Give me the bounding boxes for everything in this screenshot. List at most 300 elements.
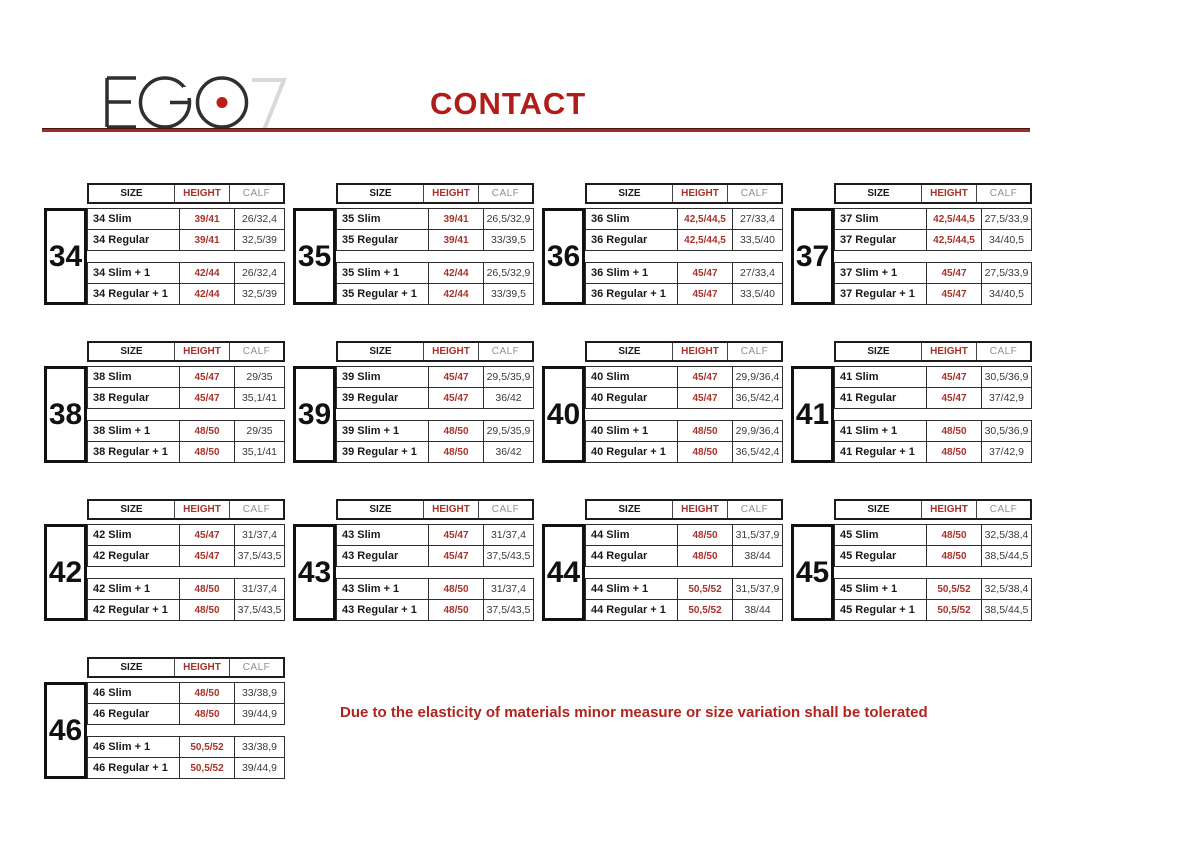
cell-size-label: 35 Slim + 1: [342, 267, 400, 279]
cell-height-value: 50,5/52: [677, 579, 733, 599]
table-blocks: [336, 524, 534, 621]
number-spacer: [293, 341, 336, 362]
cell-height-value: 45/47: [926, 367, 982, 387]
cell-calf-value: 35,1/41: [241, 446, 278, 458]
table-body-row: [44, 366, 285, 463]
cell-height-value: 48/50: [677, 421, 733, 441]
ego7-logo: [100, 70, 300, 136]
table-row: [586, 284, 782, 304]
table-row: [337, 600, 533, 620]
table-blocks: [585, 524, 783, 621]
cell-height-value: 48/50: [926, 525, 982, 545]
cell-height-value: 42,5/44,5: [926, 209, 982, 229]
cell-size-label: 40 Regular + 1: [591, 446, 666, 458]
cell-size-label: 38 Regular: [93, 392, 150, 404]
cell-calf-value: 33/38,9: [241, 687, 278, 699]
cell-calf-value: 27/33,4: [739, 267, 776, 279]
table-body-row: [44, 682, 285, 779]
size-table-group: [44, 499, 285, 621]
number-spacer: [293, 499, 336, 520]
table-row: [88, 704, 284, 724]
table-row: [337, 442, 533, 462]
table-blocks: [834, 366, 1032, 463]
cell-calf-value: 37,5/43,5: [486, 550, 531, 562]
cell-calf-value: 37/42,9: [988, 392, 1025, 404]
cell-size-label: 36 Regular: [591, 234, 648, 246]
logo-letter-g: [141, 78, 194, 127]
cell-calf-value: 33,5/40: [739, 234, 776, 246]
table-row: [835, 546, 1031, 566]
size-table-group: [542, 341, 783, 463]
size-number-box: 39: [293, 366, 336, 463]
cell-size-label: 40 Slim: [591, 371, 630, 383]
table-row: [835, 442, 1031, 462]
cell-calf-value: 39/44,9: [241, 708, 278, 720]
size-number-box: 41: [791, 366, 834, 463]
table-blocks: [87, 682, 285, 779]
cell-size-label: 42 Regular + 1: [93, 604, 168, 616]
table-row: [586, 579, 782, 600]
table-header-row: [542, 341, 783, 362]
standard-height-block: [585, 208, 783, 251]
cell-calf-value: 29,5/35,9: [486, 371, 531, 383]
cell-size-label: 35 Slim: [342, 213, 381, 225]
standard-height-block: [336, 366, 534, 409]
cell-height-value: 48/50: [179, 600, 235, 620]
table-row: [337, 546, 533, 566]
cell-calf-value: 29/35: [246, 425, 273, 437]
cell-height-value: 45/47: [677, 263, 733, 283]
plus-one-height-block: [834, 262, 1032, 305]
table-header-row: [542, 499, 783, 520]
standard-height-block: [87, 208, 285, 251]
column-header-calf: CALF: [740, 188, 769, 199]
standard-height-block: [585, 524, 783, 567]
size-number-box: 34: [44, 208, 87, 305]
size-table-group: [44, 657, 285, 779]
cell-size-label: 43 Slim: [342, 529, 381, 541]
table-header-row: [542, 183, 783, 204]
cell-height-value: 48/50: [179, 579, 235, 599]
cell-height-value: 42,5/44,5: [926, 230, 982, 250]
size-number-box: 36: [542, 208, 585, 305]
cell-height-value: 42,5/44,5: [677, 209, 733, 229]
table-row: [88, 263, 284, 284]
column-header-calf: CALF: [242, 662, 271, 673]
table-row: [586, 421, 782, 442]
standard-height-block: [336, 524, 534, 567]
size-number-box: 45: [791, 524, 834, 621]
size-number-box: 38: [44, 366, 87, 463]
column-header-height: HEIGHT: [921, 185, 977, 202]
size-table-group: [791, 341, 1032, 463]
table-row: [586, 388, 782, 408]
cell-size-label: 46 Regular: [93, 708, 150, 720]
cell-size-label: 41 Regular: [840, 392, 897, 404]
cell-height-value: 48/50: [428, 600, 484, 620]
cell-calf-value: 33,5/40: [739, 288, 776, 300]
cell-calf-value: 34/40,5: [988, 288, 1025, 300]
table-header-row: [791, 341, 1032, 362]
table-row: [88, 367, 284, 388]
table-row: [88, 546, 284, 566]
cell-height-value: 42,5/44,5: [677, 230, 733, 250]
size-number-box: 42: [44, 524, 87, 621]
cell-size-label: 34 Slim + 1: [93, 267, 151, 279]
cell-calf-value: 31,5/37,9: [735, 529, 780, 541]
table-blocks: [87, 208, 285, 305]
table-header-row: [293, 341, 534, 362]
column-header-height: HEIGHT: [921, 501, 977, 518]
standard-height-block: [834, 524, 1032, 567]
cell-calf-value: 35,1/41: [241, 392, 278, 404]
plus-one-height-block: [336, 578, 534, 621]
cell-height-value: 50,5/52: [677, 600, 733, 620]
plus-one-height-block: [87, 736, 285, 779]
table-row: [586, 442, 782, 462]
table-body-row: [293, 524, 534, 621]
table-row: [586, 600, 782, 620]
cell-size-label: 44 Slim: [591, 529, 630, 541]
table-blocks: [834, 524, 1032, 621]
size-table-group: [542, 499, 783, 621]
cell-size-label: 35 Regular: [342, 234, 399, 246]
cell-size-label: 38 Slim: [93, 371, 132, 383]
number-spacer: [44, 499, 87, 520]
size-table-group: [293, 499, 534, 621]
size-number-box: 37: [791, 208, 834, 305]
table-row: [586, 367, 782, 388]
column-header-size: SIZE: [618, 504, 641, 515]
cell-size-label: 38 Slim + 1: [93, 425, 151, 437]
table-row: [88, 421, 284, 442]
cell-calf-value: 26/32,4: [241, 213, 278, 225]
cell-height-value: 48/50: [179, 442, 235, 462]
column-header-size: SIZE: [120, 188, 143, 199]
number-spacer: [542, 499, 585, 520]
size-table-group: [791, 183, 1032, 305]
cell-height-value: 45/47: [926, 388, 982, 408]
cell-size-label: 36 Slim + 1: [591, 267, 649, 279]
cell-size-label: 40 Slim + 1: [591, 425, 649, 437]
cell-size-label: 37 Regular + 1: [840, 288, 915, 300]
cell-calf-value: 30,5/36,9: [984, 371, 1029, 383]
table-header: [87, 183, 285, 204]
cell-height-value: 48/50: [428, 421, 484, 441]
table-header: [585, 183, 783, 204]
table-row: [88, 737, 284, 758]
cell-calf-value: 38/44: [744, 604, 771, 616]
cell-size-label: 44 Regular: [591, 550, 648, 562]
cell-calf-value: 26,5/32,9: [486, 213, 531, 225]
table-row: [835, 525, 1031, 546]
cell-calf-value: 37,5/43,5: [486, 604, 531, 616]
cell-size-label: 38 Regular + 1: [93, 446, 168, 458]
plus-one-height-block: [585, 262, 783, 305]
table-row: [88, 209, 284, 230]
column-header-height: HEIGHT: [174, 185, 230, 202]
tables-grid: [44, 183, 1032, 779]
table-header-row: [44, 341, 285, 362]
cell-size-label: 39 Regular: [342, 392, 399, 404]
cell-height-value: 48/50: [179, 704, 235, 724]
column-header-calf: CALF: [989, 188, 1018, 199]
table-header-row: [791, 499, 1032, 520]
plus-one-height-block: [585, 578, 783, 621]
header-divider-rule: [42, 128, 1030, 132]
table-row: [835, 579, 1031, 600]
cell-size-label: 39 Regular + 1: [342, 446, 417, 458]
cell-size-label: 44 Slim + 1: [591, 583, 649, 595]
cell-size-label: 41 Slim + 1: [840, 425, 898, 437]
table-body-row: [791, 208, 1032, 305]
cell-height-value: 42/44: [179, 284, 235, 304]
plus-one-height-block: [336, 262, 534, 305]
standard-height-block: [87, 366, 285, 409]
cell-size-label: 35 Regular + 1: [342, 288, 417, 300]
table-header-row: [44, 183, 285, 204]
cell-size-label: 36 Slim: [591, 213, 630, 225]
table-row: [88, 525, 284, 546]
column-header-height: HEIGHT: [174, 501, 230, 518]
standard-height-block: [585, 366, 783, 409]
column-header-calf: CALF: [491, 346, 520, 357]
cell-calf-value: 31/37,4: [241, 583, 278, 595]
cell-height-value: 39/41: [428, 209, 484, 229]
cell-size-label: 43 Regular + 1: [342, 604, 417, 616]
table-row: [88, 683, 284, 704]
size-table-group: [293, 183, 534, 305]
cell-size-label: 37 Regular: [840, 234, 897, 246]
column-header-size: SIZE: [369, 504, 392, 515]
plus-one-height-block: [87, 420, 285, 463]
cell-calf-value: 29,9/36,4: [735, 425, 780, 437]
column-header-calf: CALF: [242, 188, 271, 199]
cell-size-label: 34 Regular + 1: [93, 288, 168, 300]
table-row: [835, 421, 1031, 442]
logo-letter-e: [107, 78, 136, 127]
size-table-group: [44, 341, 285, 463]
cell-height-value: 45/47: [428, 388, 484, 408]
table-row: [337, 525, 533, 546]
column-header-size: SIZE: [120, 346, 143, 357]
cell-height-value: 45/47: [677, 388, 733, 408]
cell-height-value: 48/50: [677, 442, 733, 462]
cell-height-value: 48/50: [428, 579, 484, 599]
plus-one-height-block: [834, 578, 1032, 621]
cell-calf-value: 29,9/36,4: [735, 371, 780, 383]
column-header-size: SIZE: [618, 188, 641, 199]
table-body-row: [542, 366, 783, 463]
column-header-size: SIZE: [867, 504, 890, 515]
tolerance-note: Due to the elasticity of materials minor measure or size variation shall be tolerated: [340, 704, 928, 721]
table-body-row: [44, 524, 285, 621]
column-header-calf: CALF: [740, 504, 769, 515]
logo-seven: [252, 80, 284, 130]
cell-height-value: 39/41: [179, 209, 235, 229]
table-header-row: [791, 183, 1032, 204]
cell-calf-value: 38,5/44,5: [984, 550, 1029, 562]
cell-calf-value: 33/38,9: [241, 741, 278, 753]
table-header: [585, 341, 783, 362]
table-header: [336, 183, 534, 204]
cell-size-label: 40 Regular: [591, 392, 648, 404]
cell-height-value: 48/50: [428, 442, 484, 462]
column-header-height: HEIGHT: [672, 501, 728, 518]
table-row: [835, 230, 1031, 250]
size-table-group: [44, 183, 285, 305]
cell-calf-value: 31/37,4: [241, 529, 278, 541]
number-spacer: [542, 183, 585, 204]
size-table-group: [542, 183, 783, 305]
cell-calf-value: 39/44,9: [241, 762, 278, 774]
column-header-calf: CALF: [242, 346, 271, 357]
size-number-box: 46: [44, 682, 87, 779]
table-header: [336, 499, 534, 520]
cell-calf-value: 31/37,4: [490, 583, 527, 595]
cell-size-label: 41 Slim: [840, 371, 879, 383]
cell-height-value: 42/44: [428, 284, 484, 304]
page-title: CONTACT: [430, 86, 587, 121]
standard-height-block: [834, 208, 1032, 251]
cell-height-value: 45/47: [179, 388, 235, 408]
cell-height-value: 50,5/52: [926, 600, 982, 620]
cell-calf-value: 32,5/38,4: [984, 583, 1029, 595]
column-header-size: SIZE: [120, 504, 143, 515]
cell-calf-value: 32,5/39: [241, 234, 278, 246]
cell-size-label: 43 Regular: [342, 550, 399, 562]
cell-calf-value: 38,5/44,5: [984, 604, 1029, 616]
table-body-row: [542, 524, 783, 621]
table-header: [834, 499, 1032, 520]
cell-height-value: 50,5/52: [179, 737, 235, 757]
number-spacer: [791, 183, 834, 204]
cell-calf-value: 36,5/42,4: [735, 446, 780, 458]
table-row: [88, 600, 284, 620]
column-header-height: HEIGHT: [423, 185, 479, 202]
table-row: [337, 579, 533, 600]
column-header-height: HEIGHT: [672, 343, 728, 360]
table-row: [835, 367, 1031, 388]
column-header-calf: CALF: [989, 346, 1018, 357]
cell-calf-value: 33/39,5: [490, 234, 527, 246]
cell-calf-value: 29,5/35,9: [486, 425, 531, 437]
cell-height-value: 45/47: [179, 525, 235, 545]
number-spacer: [44, 341, 87, 362]
cell-calf-value: 36/42: [495, 392, 522, 404]
cell-calf-value: 33/39,5: [490, 288, 527, 300]
cell-height-value: 39/41: [179, 230, 235, 250]
table-row: [337, 209, 533, 230]
table-body-row: [542, 208, 783, 305]
table-row: [835, 209, 1031, 230]
cell-size-label: 42 Regular: [93, 550, 150, 562]
cell-calf-value: 38/44: [744, 550, 771, 562]
size-number-box: 44: [542, 524, 585, 621]
standard-height-block: [834, 366, 1032, 409]
cell-calf-value: 37/42,9: [988, 446, 1025, 458]
column-header-size: SIZE: [369, 346, 392, 357]
table-header-row: [44, 657, 285, 678]
column-header-calf: CALF: [740, 346, 769, 357]
table-header: [834, 183, 1032, 204]
standard-height-block: [336, 208, 534, 251]
column-header-calf: CALF: [242, 504, 271, 515]
cell-calf-value: 26/32,4: [241, 267, 278, 279]
cell-height-value: 45/47: [926, 284, 982, 304]
table-row: [88, 442, 284, 462]
cell-size-label: 34 Slim: [93, 213, 132, 225]
size-number-box: 35: [293, 208, 336, 305]
cell-height-value: 42/44: [179, 263, 235, 283]
cell-calf-value: 36,5/42,4: [735, 392, 780, 404]
table-header: [834, 341, 1032, 362]
cell-size-label: 46 Slim + 1: [93, 741, 151, 753]
cell-calf-value: 27,5/33,9: [984, 267, 1029, 279]
number-spacer: [791, 341, 834, 362]
table-blocks: [336, 208, 534, 305]
table-blocks: [834, 208, 1032, 305]
cell-size-label: 37 Slim: [840, 213, 879, 225]
size-number-box: 40: [542, 366, 585, 463]
table-row: [835, 263, 1031, 284]
cell-size-label: 37 Slim + 1: [840, 267, 898, 279]
cell-size-label: 42 Slim: [93, 529, 132, 541]
number-spacer: [293, 183, 336, 204]
table-blocks: [336, 366, 534, 463]
plus-one-height-block: [834, 420, 1032, 463]
table-header: [336, 341, 534, 362]
number-spacer: [542, 341, 585, 362]
table-row: [337, 388, 533, 408]
size-number-box: 43: [293, 524, 336, 621]
table-blocks: [585, 366, 783, 463]
cell-size-label: 41 Regular + 1: [840, 446, 915, 458]
table-row: [337, 263, 533, 284]
table-row: [586, 263, 782, 284]
table-body-row: [293, 366, 534, 463]
table-blocks: [87, 366, 285, 463]
column-header-calf: CALF: [989, 504, 1018, 515]
size-table-group: [791, 499, 1032, 621]
cell-height-value: 45/47: [428, 367, 484, 387]
cell-size-label: 43 Slim + 1: [342, 583, 400, 595]
plus-one-height-block: [87, 262, 285, 305]
column-header-height: HEIGHT: [672, 185, 728, 202]
table-row: [88, 388, 284, 408]
table-header: [87, 341, 285, 362]
size-table-group: [293, 341, 534, 463]
cell-height-value: 48/50: [179, 683, 235, 703]
cell-height-value: 48/50: [677, 546, 733, 566]
column-header-height: HEIGHT: [423, 501, 479, 518]
table-row: [835, 284, 1031, 304]
cell-height-value: 48/50: [926, 546, 982, 566]
cell-height-value: 45/47: [179, 367, 235, 387]
column-header-size: SIZE: [369, 188, 392, 199]
table-row: [337, 367, 533, 388]
cell-height-value: 48/50: [926, 421, 982, 441]
table-blocks: [87, 524, 285, 621]
number-spacer: [44, 657, 87, 678]
table-row: [88, 579, 284, 600]
table-header: [585, 499, 783, 520]
cell-size-label: 42 Slim + 1: [93, 583, 151, 595]
table-row: [835, 600, 1031, 620]
cell-size-label: 36 Regular + 1: [591, 288, 666, 300]
logo-red-dot: [217, 97, 228, 108]
cell-size-label: 34 Regular: [93, 234, 150, 246]
